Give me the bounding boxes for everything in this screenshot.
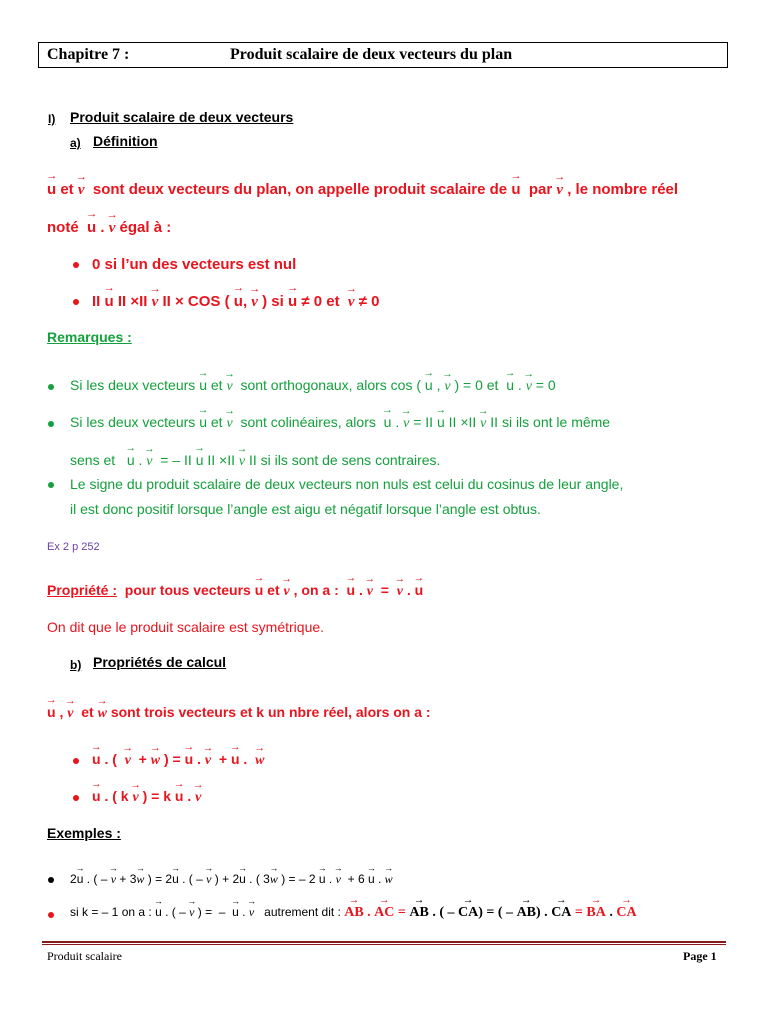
exemples-title: Exemples : [47,825,121,841]
footer-page-number: Page 1 [683,949,717,963]
section-number: I) [48,112,56,126]
subsection-b-title: Propriétés de calcul [93,654,227,670]
example-1: 2→ u . ( – → v + 3→ w ) = 2→ u . ( – → v ) + 2→ u . ( 3→ w ) = – 2 → u . → v + 6 → u . → w [70,872,393,887]
remarque-1: Si les deux vecteurs → u et → v sont orthogonaux, alors cos ( → u , → v ) = 0 et → u . → v = 0 [70,377,556,395]
exercise-reference: Ex 2 p 252 [47,541,100,553]
vector-u: → u [511,181,520,198]
chapter-number: Chapitre 7 : [47,46,130,63]
footer-divider [42,944,726,945]
bullet-icon [73,262,79,268]
footer-left: Produit scalaire [47,949,122,963]
vector-u: → u [47,181,56,198]
calc-property-1: → u . ( → v + → w ) = → u . → v + → u . → w [92,751,264,769]
remarque-3-line-1: Le signe du produit scalaire de deux vecteurs non nuls est celui du cosinus de leur angle, [70,476,624,492]
bullet-icon [73,299,79,305]
bullet-icon [48,384,54,390]
bullet-icon [48,877,54,883]
bullet-icon [73,758,79,764]
subsection-a-title: Définition [93,133,158,149]
remarque-2: Si les deux vecteurs → u et → v sont colinéaires, alors → u . → v = II → u II ×II → v II si ils ont le même [70,414,610,432]
chapter-title: Produit scalaire de deux vecteurs du plan [230,46,513,63]
definition-line-1: → u et → v sont deux vecteurs du plan, on appelle produit scalaire de → u par → v , le nombre réel [47,181,678,199]
definition-line-2: noté → u . → v égal à : [47,219,171,237]
calc-property-2: → u . ( k → v ) = k → u . → v [92,788,201,806]
bullet-icon [73,795,79,801]
definition-bullet-1: 0 si l’un des vecteurs est nul [92,256,297,273]
remarque-3-line-2: il est donc positif lorsque l’angle est aigu et négatif lorsque l’angle est obtus. [70,501,541,517]
symmetric-statement: On dit que le produit scalaire est symétrique. [47,619,325,635]
propriete-line: Propriété : pour tous vecteurs → u et → v , on a : → u . → v = → v . → u [47,582,423,600]
example-2: si k = – 1 on a : → u . ( – → v ) = – → u . → v autrement dit : → AB . → AC = → AB . ( – → CA) = ( – → AB) . → CA = → BA . → CA [70,905,637,921]
subsection-a-number: a) [70,136,81,150]
bullet-icon [48,912,54,918]
remarque-2-continued: sens et → u . → v = – II → u II ×II → v II si ils sont de sens contraires. [70,452,440,470]
section-title: Produit scalaire de deux vecteurs [70,109,294,125]
propriete-label: Propriété : [47,582,118,598]
section-b-intro: → u , → v et → w sont trois vecteurs et k un nbre réel, alors on a : [47,704,431,722]
definition-bullet-2: II → u II ×II → v II × COS ( → u, → v ) si → u ≠ 0 et → v ≠ 0 [92,293,380,311]
vector-v: → v [556,182,563,199]
bullet-icon [48,421,54,427]
bullet-icon [48,482,54,488]
remarques-title: Remarques : [47,329,132,345]
vector-v: → v [78,182,85,199]
footer-divider [42,941,726,943]
subsection-b-number: b) [70,658,82,672]
